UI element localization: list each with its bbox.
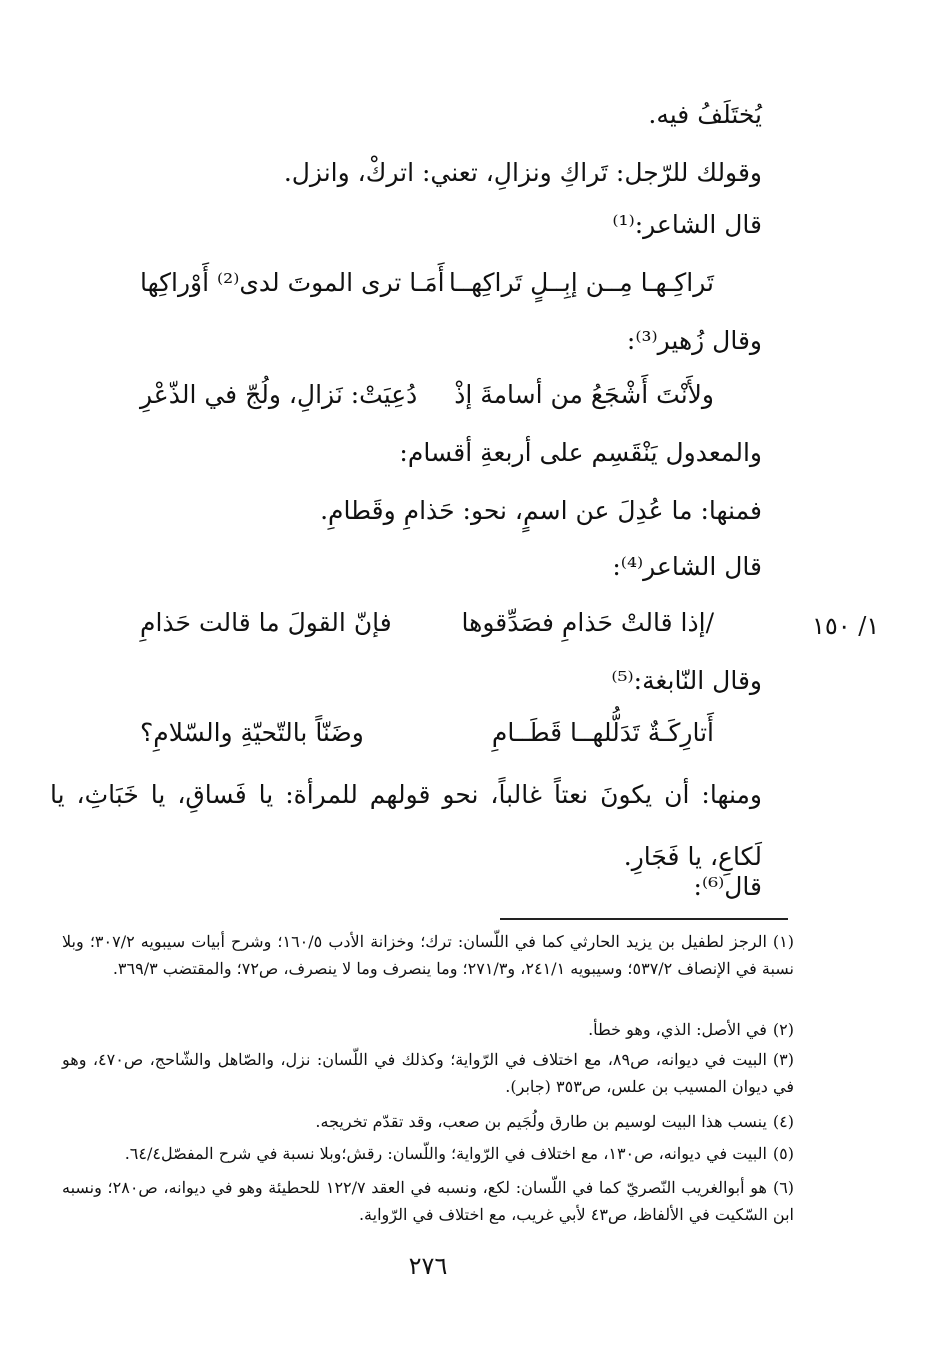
verse-hemistich-first: أَتارِكَـةٌ تَدَلُّلهــا قَطَــامِ	[491, 718, 714, 747]
footnote-text: ينسب هذا البيت لوسيم بن طارق ولُجَيم بن صعب، وقد تقدّم تخريجه.	[315, 1112, 767, 1131]
text-line: وقال النّابغة:⁽⁵⁾	[611, 666, 762, 695]
footnote-number: (٥)	[772, 1144, 794, 1163]
page-number: ٢٧٦	[408, 1252, 448, 1280]
footnote	[62, 1016, 794, 1043]
verse-hemistich-second: فإنّ القولَ ما قالت حَذامِ	[140, 608, 392, 637]
footnote-number: (١)	[772, 932, 794, 951]
text-line: قال الشاعر⁽⁴⁾:	[612, 552, 762, 581]
text-line: قال⁽⁶⁾:	[693, 872, 762, 901]
verse-hemistich-first: تَراكِـهـا مِــن إبِــلٍ تَراكِهــا	[448, 268, 714, 297]
footnote-text: هو أبوالغريب النّصريّ كما في اللّسان: لكع، ونسبه في العقد ١٢٢/٧ للحطيئة وهو في ديوانه، ص٢٨٠؛ ونسبه ابن السّكيت في الألفاظ، ص٤٣ لأبي غريب، مع اختلاف في الرّواية.	[62, 1178, 794, 1224]
text-line: فمنها: ما عُدِلَ عن اسمٍ، نحو: حَذامِ وقَطامِ.	[320, 496, 762, 525]
footnote-number: (٢)	[772, 1020, 794, 1039]
footnote	[62, 1108, 794, 1135]
footnote	[62, 1140, 794, 1167]
text-line: قال الشاعر:⁽¹⁾	[612, 210, 762, 239]
verse-hemistich-second: أَمَـا ترى الموتَ لدى⁽²⁾ أَوْراكِها	[140, 268, 445, 297]
text-line: والمعدول يَنْقَسِم على أربعةِ أقسام:	[399, 438, 762, 467]
footnote-number: (٤)	[772, 1112, 794, 1131]
verse-hemistich-first: ولأَنْتَ أَشْجَعُ من أسامةَ إذْ	[454, 380, 714, 409]
footnote-text: في الأصل: الذي، وهو خطأ.	[588, 1020, 767, 1039]
footnote-number: (٣)	[772, 1050, 794, 1069]
text-line: وقال زُهير⁽³⁾:	[626, 326, 762, 355]
footnote-number: (٦)	[772, 1178, 795, 1197]
margin-reference: ١/ ١٥٠	[812, 612, 880, 640]
text-line: يُختَلَفُ فيه.	[648, 100, 762, 129]
verse-hemistich-second: وضَنّاً بالتّحيّةِ والسّلامِ؟	[140, 718, 364, 747]
verse-hemistich-second: دُعِيَتْ: نَزالِ، ولُجّ في الذّعْرِ	[140, 380, 418, 409]
text-line: وقولك للرّجل: تَراكِ ونزالِ، تعني: اتركْ، وانزل.	[283, 158, 762, 187]
footnote-text: البيت في ديوانه، ص٨٩، مع اختلاف في الرّواية؛ وكذلك في اللّسان: نزل، والصّاهل والشّاحج، ص٤٧٠، وهو في ديوان المسيب بن علس، ص٣٥٣ (جابر).	[62, 1050, 794, 1096]
footnote	[62, 928, 794, 982]
footnote	[62, 1174, 794, 1228]
text-paragraph: ومنها: أن يكونَ نعتاً غالباً، نحو قولهم للمرأة: يا فَساقِ، يا خَبَاثِ، يا لَكاعِ، يا فَجَارِ.	[50, 780, 762, 871]
verse-hemistich-first: /إذا قالتْ حَذامِ فصَدِّقوها	[461, 608, 714, 637]
footnote	[62, 1046, 794, 1100]
footnote-separator	[500, 918, 788, 920]
footnote-text: الرجز لطفيل بن يزيد الحارثي كما في اللّسان: ترك؛ وخزانة الأدب ١٦٠/٥؛ وشرح أبيات سيبويه ٣٠٧/٢؛ وبلا نسبة في الإنصاف ٥٣٧/٢؛ وسيبويه ٢٤١/١، و٢٧١/٣؛ وما ينصرف وما لا ينصرف، ص٧٢؛ والمقتضب ٣٦٩/٣.	[62, 932, 794, 978]
footnote-text: البيت في ديوانه، ص١٣٠، مع اختلاف في الرّواية؛ واللّسان: رقش؛وبلا نسبة في شرح المفصّل٦٤/٤.	[124, 1144, 767, 1163]
